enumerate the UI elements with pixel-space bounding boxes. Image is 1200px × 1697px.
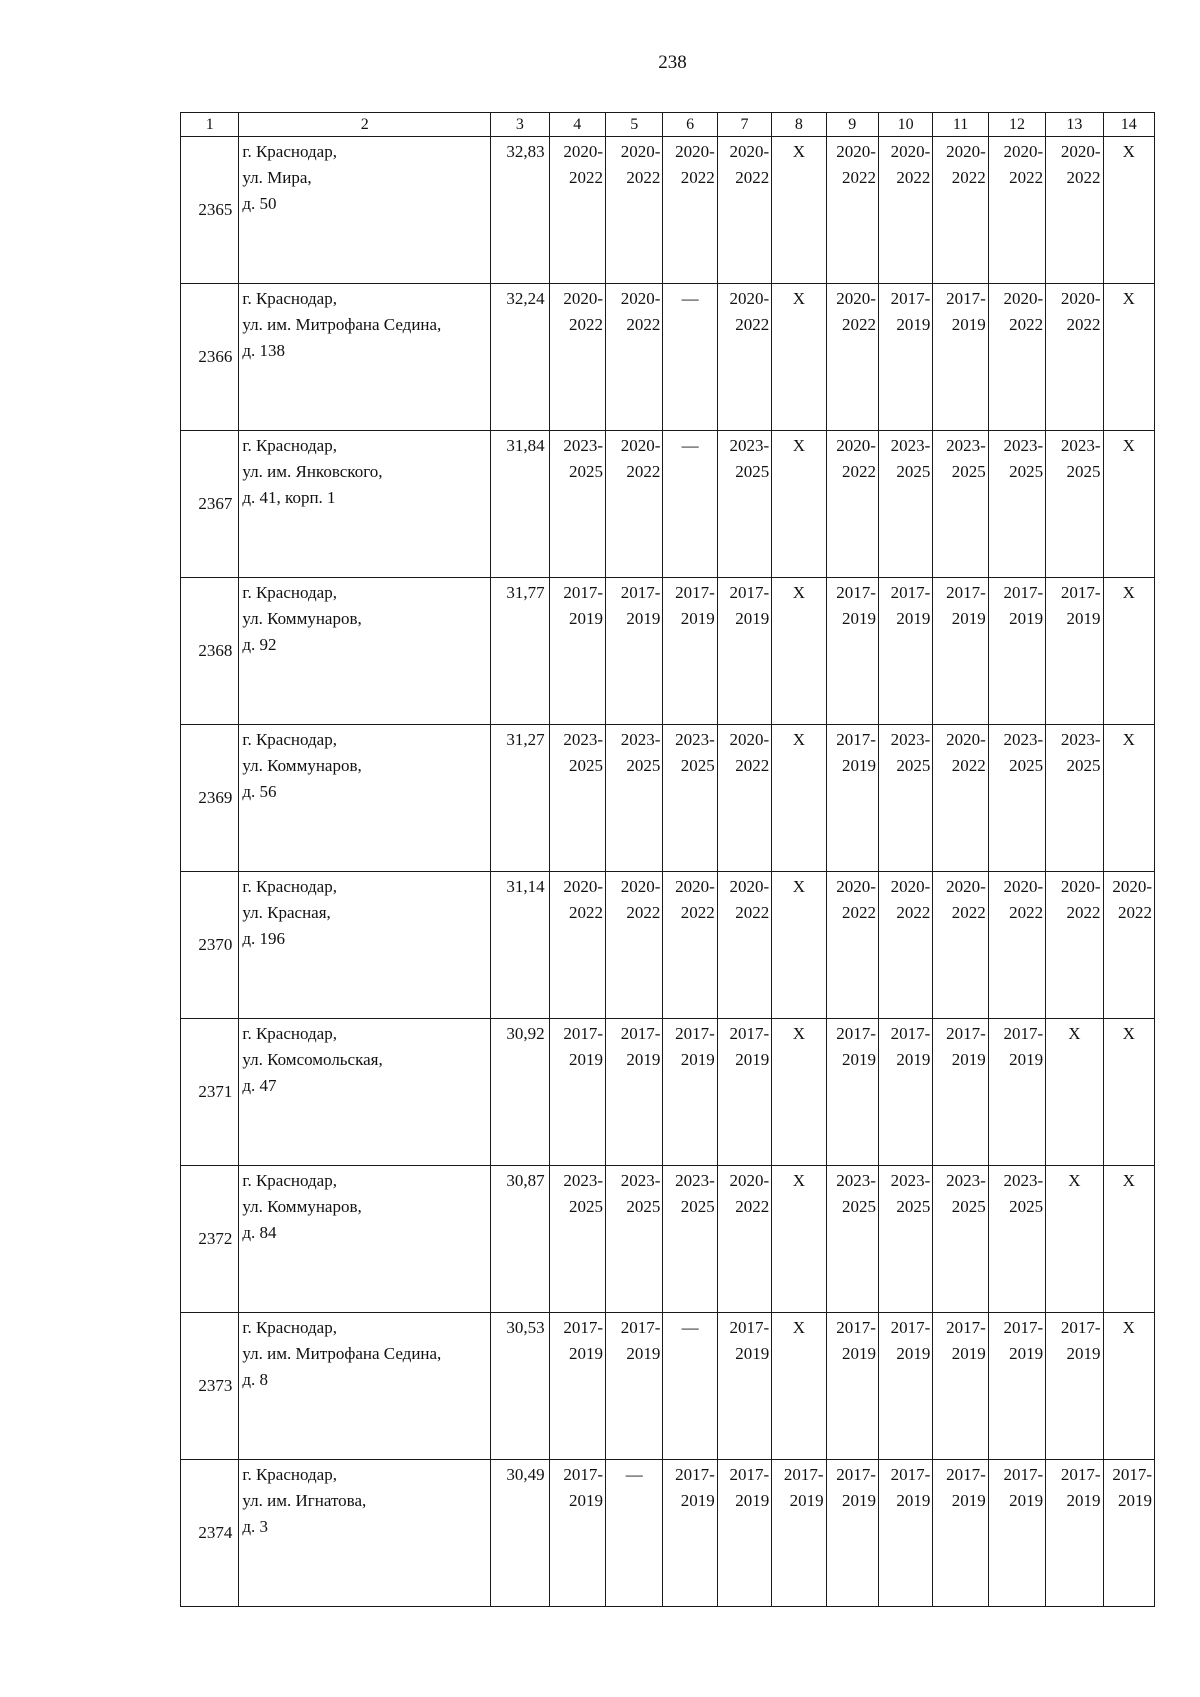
address-line: ул. им. Янковского, — [242, 462, 383, 481]
row-number-cell: 2365 — [181, 137, 239, 284]
period-cell: 2023- 2025 — [549, 1166, 605, 1313]
area-cell: 32,24 — [491, 284, 549, 431]
period-cell: 2020- 2022 — [606, 431, 663, 578]
column-header: 3 — [491, 113, 549, 137]
address-line: д. 92 — [242, 635, 277, 654]
period-cell: 2017- 2019 — [549, 1019, 605, 1166]
period-cell: X — [772, 872, 826, 1019]
period-cell: 2020- 2022 — [606, 137, 663, 284]
column-header: 7 — [717, 113, 771, 137]
period-cell: X — [1103, 137, 1154, 284]
period-cell: 2020- 2022 — [606, 284, 663, 431]
period-cell: X — [772, 137, 826, 284]
period-cell: X — [1103, 1019, 1154, 1166]
address-line: г. Краснодар, — [242, 877, 337, 896]
row-number-cell: 2368 — [181, 578, 239, 725]
period-cell: X — [1103, 431, 1154, 578]
address-line: д. 47 — [242, 1076, 277, 1095]
period-cell: X — [772, 1019, 826, 1166]
period-cell: 2020- 2022 — [826, 137, 878, 284]
period-cell: 2020- 2022 — [826, 284, 878, 431]
address-line: д. 50 — [242, 194, 277, 213]
period-cell: 2023- 2025 — [933, 1166, 988, 1313]
period-cell: 2017- 2019 — [717, 1460, 771, 1607]
period-cell: 2020- 2022 — [1046, 284, 1103, 431]
column-header: 10 — [878, 113, 932, 137]
period-cell: X — [1046, 1166, 1103, 1313]
address-cell — [239, 1313, 491, 1460]
row-number-cell: 2369 — [181, 725, 239, 872]
address-line: д. 8 — [242, 1370, 269, 1389]
row-number-cell: 2370 — [181, 872, 239, 1019]
area-cell: 31,14 — [491, 872, 549, 1019]
period-cell: 2017- 2019 — [606, 1019, 663, 1166]
period-cell: X — [772, 431, 826, 578]
address-cell — [239, 1166, 491, 1313]
period-cell: 2017- 2019 — [878, 1313, 932, 1460]
column-header: 14 — [1103, 113, 1154, 137]
table-row — [181, 725, 1155, 872]
period-cell: 2023- 2025 — [717, 431, 771, 578]
period-cell: 2020- 2022 — [1046, 872, 1103, 1019]
period-cell: X — [772, 1313, 826, 1460]
area-cell: 30,49 — [491, 1460, 549, 1607]
period-cell: 2023- 2025 — [606, 725, 663, 872]
period-cell: 2017- 2019 — [1103, 1460, 1154, 1607]
period-cell: X — [772, 578, 826, 725]
address-cell — [239, 1019, 491, 1166]
address-line: г. Краснодар, — [242, 1465, 337, 1484]
housing-schedule-table — [180, 112, 1155, 1607]
table-header-row — [181, 113, 1155, 137]
area-cell: 30,92 — [491, 1019, 549, 1166]
address-cell — [239, 725, 491, 872]
period-cell: 2020- 2022 — [606, 872, 663, 1019]
period-cell: 2023- 2025 — [606, 1166, 663, 1313]
period-cell: 2017- 2019 — [663, 1460, 717, 1607]
row-number-cell: 2372 — [181, 1166, 239, 1313]
period-cell: 2017- 2019 — [826, 1460, 878, 1607]
period-cell: — — [606, 1460, 663, 1607]
period-cell: 2023- 2025 — [1046, 431, 1103, 578]
period-cell: 2023- 2025 — [1046, 725, 1103, 872]
address-cell — [239, 284, 491, 431]
period-cell: 2023- 2025 — [988, 725, 1045, 872]
table-row — [181, 1019, 1155, 1166]
period-cell: 2017- 2019 — [549, 578, 605, 725]
period-cell: X — [1103, 725, 1154, 872]
period-cell: 2020- 2022 — [717, 725, 771, 872]
period-cell: 2020- 2022 — [988, 284, 1045, 431]
address-cell — [239, 872, 491, 1019]
period-cell: 2020- 2022 — [826, 872, 878, 1019]
address-line: ул. им. Митрофана Седина, — [242, 315, 442, 334]
period-cell: X — [1103, 1166, 1154, 1313]
period-cell: 2020- 2022 — [933, 872, 988, 1019]
address-line: д. 56 — [242, 782, 277, 801]
period-cell: 2017- 2019 — [878, 1460, 932, 1607]
period-cell: 2017- 2019 — [988, 1313, 1045, 1460]
period-cell: 2020- 2022 — [717, 284, 771, 431]
address-line: г. Краснодар, — [242, 142, 337, 161]
address-line: д. 3 — [242, 1517, 269, 1536]
table-row — [181, 284, 1155, 431]
address-line: г. Краснодар, — [242, 1318, 337, 1337]
period-cell: 2020- 2022 — [826, 431, 878, 578]
area-cell: 31,27 — [491, 725, 549, 872]
period-cell: X — [1046, 1019, 1103, 1166]
area-cell: 30,87 — [491, 1166, 549, 1313]
table-row — [181, 872, 1155, 1019]
period-cell: 2023- 2025 — [878, 1166, 932, 1313]
period-cell: X — [772, 284, 826, 431]
period-cell: 2020- 2022 — [933, 137, 988, 284]
column-header: 2 — [239, 113, 491, 137]
address-line: г. Краснодар, — [242, 730, 337, 749]
period-cell: 2017- 2019 — [933, 1019, 988, 1166]
row-number-cell: 2373 — [181, 1313, 239, 1460]
column-header: 11 — [933, 113, 988, 137]
row-number-cell: 2367 — [181, 431, 239, 578]
period-cell: 2017- 2019 — [878, 578, 932, 725]
period-cell: 2017- 2019 — [878, 284, 932, 431]
address-line: ул. Коммунаров, — [242, 756, 362, 775]
period-cell: 2017- 2019 — [826, 725, 878, 872]
period-cell: 2020- 2022 — [663, 872, 717, 1019]
column-header: 1 — [181, 113, 239, 137]
table-row — [181, 578, 1155, 725]
period-cell: 2017- 2019 — [988, 578, 1045, 725]
address-line: г. Краснодар, — [242, 436, 337, 455]
table-body — [181, 137, 1155, 1607]
address-line: ул. Красная, — [242, 903, 331, 922]
period-cell: 2020- 2022 — [878, 872, 932, 1019]
column-header: 8 — [772, 113, 826, 137]
address-line: д. 196 — [242, 929, 286, 948]
period-cell: — — [663, 1313, 717, 1460]
period-cell: 2020- 2022 — [878, 137, 932, 284]
period-cell: 2023- 2025 — [933, 431, 988, 578]
period-cell: 2017- 2019 — [933, 1460, 988, 1607]
period-cell: 2017- 2019 — [826, 1019, 878, 1166]
address-cell — [239, 1460, 491, 1607]
row-number-cell: 2374 — [181, 1460, 239, 1607]
period-cell: 2020- 2022 — [549, 284, 605, 431]
address-line: г. Краснодар, — [242, 1024, 337, 1043]
address-cell — [239, 431, 491, 578]
address-line: д. 84 — [242, 1223, 277, 1242]
period-cell: X — [1103, 284, 1154, 431]
period-cell: 2017- 2019 — [549, 1460, 605, 1607]
period-cell: 2017- 2019 — [933, 284, 988, 431]
period-cell: 2023- 2025 — [663, 725, 717, 872]
page-number: 238 — [658, 52, 687, 73]
table-row — [181, 1460, 1155, 1607]
period-cell: 2017- 2019 — [717, 1313, 771, 1460]
period-cell: 2020- 2022 — [663, 137, 717, 284]
period-cell: 2020- 2022 — [717, 872, 771, 1019]
period-cell: — — [663, 284, 717, 431]
period-cell: 2023- 2025 — [549, 431, 605, 578]
area-cell: 31,84 — [491, 431, 549, 578]
address-line: ул. им. Игнатова, — [242, 1491, 367, 1510]
period-cell: 2023- 2025 — [878, 725, 932, 872]
area-cell: 31,77 — [491, 578, 549, 725]
period-cell: 2017- 2019 — [772, 1460, 826, 1607]
table-row — [181, 1313, 1155, 1460]
period-cell: 2017- 2019 — [1046, 1313, 1103, 1460]
table-row — [181, 137, 1155, 284]
period-cell: 2020- 2022 — [717, 1166, 771, 1313]
column-header: 9 — [826, 113, 878, 137]
row-number-cell: 2371 — [181, 1019, 239, 1166]
period-cell: 2017- 2019 — [878, 1019, 932, 1166]
period-cell: 2017- 2019 — [1046, 578, 1103, 725]
period-cell: 2017- 2019 — [988, 1019, 1045, 1166]
address-line: г. Краснодар, — [242, 289, 337, 308]
period-cell: 2020- 2022 — [988, 872, 1045, 1019]
address-line: д. 138 — [242, 341, 286, 360]
period-cell: 2017- 2019 — [1046, 1460, 1103, 1607]
address-cell — [239, 137, 491, 284]
column-header: 12 — [988, 113, 1045, 137]
period-cell: 2020- 2022 — [717, 137, 771, 284]
address-line: г. Краснодар, — [242, 583, 337, 602]
address-line: ул. Коммунаров, — [242, 609, 362, 628]
period-cell: 2017- 2019 — [663, 578, 717, 725]
period-cell: 2020- 2022 — [988, 137, 1045, 284]
address-line: ул. Коммунаров, — [242, 1197, 362, 1216]
period-cell: X — [772, 725, 826, 872]
address-line: ул. Комсомольская, — [242, 1050, 383, 1069]
period-cell: 2020- 2022 — [933, 725, 988, 872]
period-cell: 2023- 2025 — [878, 431, 932, 578]
period-cell: 2023- 2025 — [663, 1166, 717, 1313]
period-cell: 2017- 2019 — [717, 578, 771, 725]
address-line: ул. Мира, — [242, 168, 312, 187]
table-row — [181, 1166, 1155, 1313]
period-cell: 2017- 2019 — [826, 578, 878, 725]
period-cell: 2017- 2019 — [606, 1313, 663, 1460]
address-line: г. Краснодар, — [242, 1171, 337, 1190]
column-header: 13 — [1046, 113, 1103, 137]
period-cell: 2020- 2022 — [549, 872, 605, 1019]
column-header: 4 — [549, 113, 605, 137]
period-cell: 2017- 2019 — [988, 1460, 1045, 1607]
period-cell: 2023- 2025 — [826, 1166, 878, 1313]
period-cell: 2017- 2019 — [549, 1313, 605, 1460]
column-header: 5 — [606, 113, 663, 137]
row-number-cell: 2366 — [181, 284, 239, 431]
address-line: ул. им. Митрофана Седина, — [242, 1344, 442, 1363]
area-cell: 32,83 — [491, 137, 549, 284]
area-cell: 30,53 — [491, 1313, 549, 1460]
period-cell: X — [1103, 1313, 1154, 1460]
period-cell: 2020- 2022 — [1046, 137, 1103, 284]
period-cell: 2020- 2022 — [549, 137, 605, 284]
period-cell: X — [1103, 578, 1154, 725]
period-cell: 2017- 2019 — [606, 578, 663, 725]
address-cell — [239, 578, 491, 725]
period-cell: — — [663, 431, 717, 578]
table-row — [181, 431, 1155, 578]
period-cell: 2017- 2019 — [933, 578, 988, 725]
period-cell: 2017- 2019 — [933, 1313, 988, 1460]
period-cell: 2017- 2019 — [663, 1019, 717, 1166]
period-cell: 2023- 2025 — [988, 1166, 1045, 1313]
period-cell: 2017- 2019 — [717, 1019, 771, 1166]
period-cell: 2023- 2025 — [549, 725, 605, 872]
period-cell: 2023- 2025 — [988, 431, 1045, 578]
column-header: 6 — [663, 113, 717, 137]
period-cell: 2020- 2022 — [1103, 872, 1154, 1019]
period-cell: X — [772, 1166, 826, 1313]
period-cell: 2017- 2019 — [826, 1313, 878, 1460]
address-line: д. 41, корп. 1 — [242, 488, 336, 507]
